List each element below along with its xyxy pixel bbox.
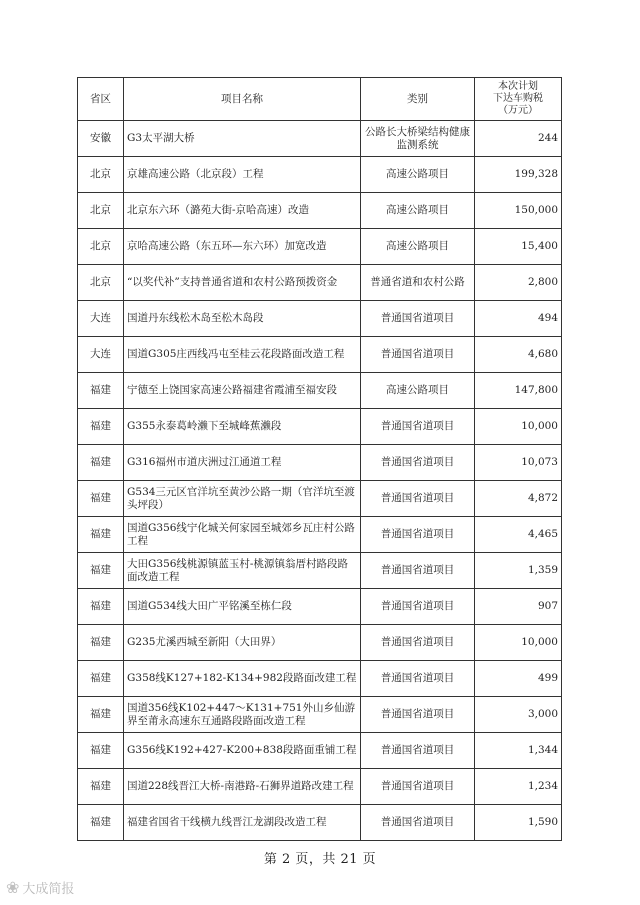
table-row — [78, 517, 562, 553]
amount-cell: 1,344 — [475, 733, 562, 769]
header-category: 类别 — [361, 78, 475, 121]
table-row — [78, 337, 562, 373]
category-cell: 普通国省道项目 — [361, 769, 475, 805]
category-cell: 高速公路项目 — [361, 373, 475, 409]
province-cell: 福建 — [78, 481, 124, 517]
amount-cell: 499 — [475, 661, 562, 697]
province-cell: 大连 — [78, 337, 124, 373]
project-name-cell: 国道G305庄西线冯屯至桂云花段路面改造工程 — [124, 337, 361, 373]
province-cell: 福建 — [78, 445, 124, 481]
category-cell: 普通国省道项目 — [361, 481, 475, 517]
header-amount-line3: （万元） — [498, 105, 538, 116]
amount-cell: 10,000 — [475, 625, 562, 661]
amount-cell: 3,000 — [475, 697, 562, 733]
amount-cell: 150,000 — [475, 193, 562, 229]
province-cell: 福建 — [78, 733, 124, 769]
table-row — [78, 769, 562, 805]
amount-cell: 494 — [475, 301, 562, 337]
province-cell: 北京 — [78, 193, 124, 229]
amount-cell: 907 — [475, 589, 562, 625]
table-row — [78, 301, 562, 337]
project-name-cell: 国道G356线宁化城关何家园至城郊乡瓦庄村公路工程 — [124, 517, 361, 553]
amount-cell: 4,872 — [475, 481, 562, 517]
province-cell: 北京 — [78, 265, 124, 301]
amount-cell: 2,800 — [475, 265, 562, 301]
amount-cell: 147,800 — [475, 373, 562, 409]
project-name-cell: 大田G356线桃源镇蓝玉村-桃源镇翁厝村路段路面改造工程 — [124, 553, 361, 589]
category-cell: 高速公路项目 — [361, 193, 475, 229]
province-cell: 福建 — [78, 553, 124, 589]
header-amount-line2: 下达车购税 — [493, 93, 543, 104]
table-row — [78, 265, 562, 301]
category-cell: 普通国省道项目 — [361, 625, 475, 661]
watermark-text: 大成简报 — [22, 882, 75, 897]
category-cell: 普通国省道项目 — [361, 661, 475, 697]
amount-cell: 199,328 — [475, 157, 562, 193]
category-cell: 普通国省道项目 — [361, 337, 475, 373]
table-row — [78, 445, 562, 481]
category-cell: 普通国省道项目 — [361, 697, 475, 733]
province-cell: 福建 — [78, 769, 124, 805]
amount-cell: 10,000 — [475, 409, 562, 445]
table-row — [78, 661, 562, 697]
province-cell: 福建 — [78, 625, 124, 661]
project-name-cell: 北京东六环（潞苑大街-京哈高速）改造 — [124, 193, 361, 229]
project-name-cell: 京哈高速公路（东五环—东六环）加宽改造 — [124, 229, 361, 265]
province-cell: 大连 — [78, 301, 124, 337]
table-row — [78, 553, 562, 589]
category-cell: 公路长大桥梁结构健康监测系统 — [361, 121, 475, 157]
table-row — [78, 373, 562, 409]
table-row — [78, 409, 562, 445]
project-name-cell: G358线K127+182-K134+982段路面改建工程 — [124, 661, 361, 697]
amount-cell: 10,073 — [475, 445, 562, 481]
category-cell: 普通国省道项目 — [361, 589, 475, 625]
header-project: 项目名称 — [124, 78, 361, 121]
project-name-cell: G534三元区官洋坑至黄沙公路一期（官洋坑至渡头坪段） — [124, 481, 361, 517]
table-row — [78, 229, 562, 265]
category-cell: 高速公路项目 — [361, 229, 475, 265]
category-cell: 普通国省道项目 — [361, 445, 475, 481]
province-cell: 北京 — [78, 157, 124, 193]
header-province: 省区 — [78, 78, 124, 121]
amount-cell: 4,465 — [475, 517, 562, 553]
category-cell: 普通国省道项目 — [361, 733, 475, 769]
table-row — [78, 481, 562, 517]
project-name-cell: G355永泰葛岭濑下至城峰蕉濑段 — [124, 409, 361, 445]
header-amount-line1: 本次计划 — [498, 81, 538, 92]
amount-cell: 1,234 — [475, 769, 562, 805]
project-name-cell: G316福州市道庆洲过江通道工程 — [124, 445, 361, 481]
project-name-cell: 宁德至上饶国家高速公路福建省霞浦至福安段 — [124, 373, 361, 409]
table-row — [78, 697, 562, 733]
amount-cell: 4,680 — [475, 337, 562, 373]
table-row — [78, 805, 562, 841]
table-row — [78, 121, 562, 157]
table-row — [78, 589, 562, 625]
amount-cell: 1,359 — [475, 553, 562, 589]
province-cell: 福建 — [78, 589, 124, 625]
province-cell: 安徽 — [78, 121, 124, 157]
category-cell: 普通省道和农村公路 — [361, 265, 475, 301]
project-name-cell: 国道356线K102+447～K131+751外山乡仙游界至莆永高速东互通路段路面改造工程 — [124, 697, 361, 733]
province-cell: 福建 — [78, 661, 124, 697]
amount-cell: 244 — [475, 121, 562, 157]
project-name-cell: 京雄高速公路（北京段）工程 — [124, 157, 361, 193]
province-cell: 福建 — [78, 373, 124, 409]
category-cell: 普通国省道项目 — [361, 553, 475, 589]
project-name-cell: G3太平湖大桥 — [124, 121, 361, 157]
page-number: 第 2 页，共 21 页 — [263, 852, 377, 867]
table-row — [78, 733, 562, 769]
table-row — [78, 193, 562, 229]
province-cell: 福建 — [78, 697, 124, 733]
province-cell: 福建 — [78, 409, 124, 445]
table-header-row — [78, 78, 562, 121]
project-name-cell: 国道丹东线松木岛至松木岛段 — [124, 301, 361, 337]
project-name-cell: “以奖代补”支持普通省道和农村公路预拨资金 — [124, 265, 361, 301]
project-name-cell: 福建省国省干线横九线晋江龙湖段改造工程 — [124, 805, 361, 841]
province-cell: 北京 — [78, 229, 124, 265]
province-cell: 福建 — [78, 805, 124, 841]
project-table — [77, 77, 562, 841]
category-cell: 普通国省道项目 — [361, 517, 475, 553]
project-name-cell: 国道228线晋江大桥-南港路-石狮界道路改建工程 — [124, 769, 361, 805]
category-cell: 高速公路项目 — [361, 157, 475, 193]
category-cell: 普通国省道项目 — [361, 301, 475, 337]
amount-cell: 15,400 — [475, 229, 562, 265]
category-cell: 普通国省道项目 — [361, 805, 475, 841]
watermark — [6, 878, 74, 897]
project-name-cell: 国道G534线大田广平铭溪至栋仁段 — [124, 589, 361, 625]
amount-cell: 1,590 — [475, 805, 562, 841]
table-row — [78, 625, 562, 661]
project-name-cell: G356线K192+427-K200+838段路面重铺工程 — [124, 733, 361, 769]
province-cell: 福建 — [78, 517, 124, 553]
category-cell: 普通国省道项目 — [361, 409, 475, 445]
project-name-cell: G235尤溪西城至新阳（大田界） — [124, 625, 361, 661]
header-amount — [475, 78, 562, 121]
rabbit-logo-icon: ❀ — [6, 878, 20, 897]
table-row — [78, 157, 562, 193]
